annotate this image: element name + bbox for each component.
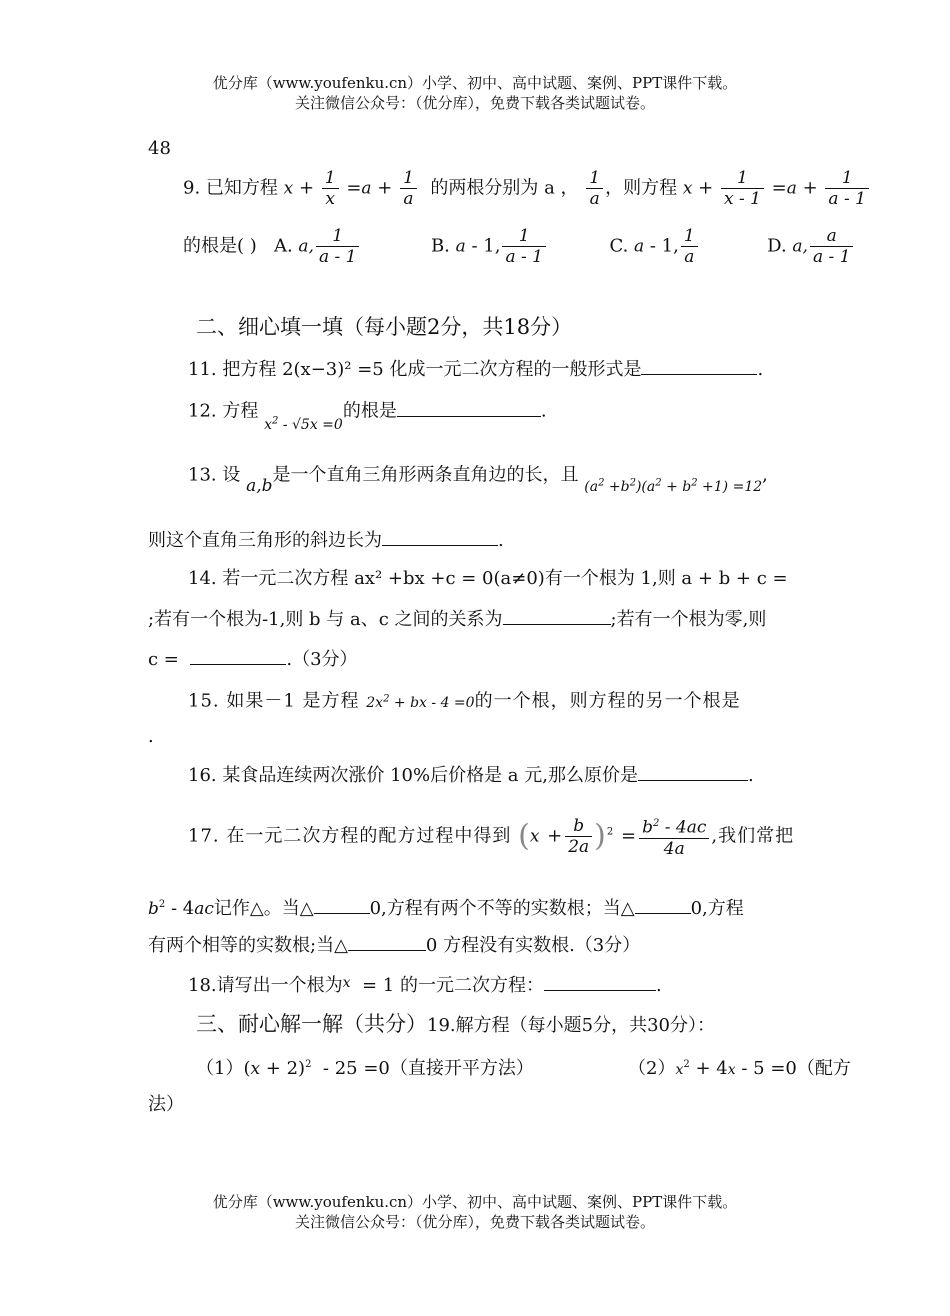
- q9-option-a: A.: [273, 235, 299, 257]
- q19-1-method: （直接开平方法）: [389, 1058, 534, 1079]
- q19-2-cont: 法）: [148, 1094, 184, 1115]
- header-line-2: 关注微信公众号：（优分库），免费下载各类试题试卷。: [294, 94, 655, 112]
- q14-line2a: ;若有一个根为-1,则 b 与 a、c 之间的关系为: [148, 609, 503, 630]
- q13-line2: 则这个直角三角形的斜边长为: [148, 530, 382, 551]
- question-17-line-3: [148, 932, 640, 959]
- q13-mid: 是一个直角三角形两条直角边的长，且: [272, 464, 579, 486]
- question-13-line-2: 则这个直角三角形的斜边长为 .: [148, 527, 504, 554]
- question-17-line-2: $b^2 - 4ac$记作△。当△ 0,方程有两个不等的实数根；当△ 0,方程: [148, 892, 744, 922]
- question-16: 16. 某食品连续两次涨价 10%后价格是 a 元,那么原价是 .: [188, 762, 754, 789]
- q9-lead: 9. 已知方程: [183, 177, 278, 199]
- question-18: 18.请写出一个根为$^x$ = 1 的一元二次方程： .: [188, 972, 662, 1000]
- question-15: 15. 如果－1 是方程 $2x^2$ + bx - 4 =0的一个根，则方程的另一个根是: [188, 690, 741, 712]
- q19-2-label: （2）: [628, 1058, 676, 1079]
- q18-tail: 的一元二次方程：: [399, 975, 544, 996]
- q14-line3a: c =: [148, 649, 179, 670]
- q14-line3b: .（3分）: [286, 649, 358, 670]
- q15-lead: 15. 如果－1 是方程: [188, 690, 360, 712]
- section-3-title: 三、耐心解一解（共分）: [196, 1012, 427, 1036]
- q9-options: 的根是( ) A. a, $\frac{1}{a - 1}$ B. a - 1, $\frac{1}{a - 1}$ C. a - 1, $\frac{1}{a}$ D. a, $\frac{a}{a - 1}$: [183, 226, 855, 267]
- q17-lead: 17. 在一元二次方程的配方过程中得到: [188, 825, 512, 847]
- q19-1-label: （1）: [196, 1058, 244, 1079]
- q17-tail: ,我们常把: [711, 825, 795, 847]
- q16-text: 16. 某食品连续两次涨价 10%后价格是 a 元,那么原价是: [188, 765, 638, 786]
- page-number: 48: [148, 138, 171, 159]
- header-line-1: 优分库（www.youfenku.cn）小学、初中、高中试题、案例、PPT课件下载。: [212, 74, 738, 92]
- question-14-line-2: [148, 606, 766, 633]
- question-17: 17. 在一元二次方程的配方过程中得到 (x + $\frac{b}{2a}$ )$^2$ = $\frac{b^2 - 4ac}{4a}$ ,我们常把: [188, 815, 795, 859]
- q15-tail: 的一个根，则方程的另一个根是: [474, 690, 741, 712]
- q17-line2b: 0,方程有两个不等的实数根；当△: [369, 898, 635, 919]
- question-19-part-1: $(1)(x + 2)^2 - 25 =0$（直接开平方法）: [196, 1058, 534, 1079]
- q17-line3b: 0 方程没有实数根.（3分）: [425, 935, 641, 956]
- q17-line3a: 有两个相等的实数根;当△: [148, 935, 348, 956]
- q9-then-text: ，则方程: [605, 177, 678, 199]
- question-9: 9. 已知方程 x + $\frac{1}{x}$ =a + $\frac{1}{a}$ 的两根分别为 a ， $\frac{1}{a}$ ，则方程 x + $\frac{1}{x - 1}$ =a + $\frac{1}{a - 1}$: [183, 168, 871, 209]
- section-2-title: 二、细心填一填（每小题2分，共18分）: [196, 315, 573, 339]
- question-14-line-1: 14. 若一元二次方程 ax² +bx +c = 0(a≠0)有一个根为 1,则 a + b + c =: [188, 568, 788, 589]
- q13-lead: 13. 设: [188, 464, 241, 486]
- question-13: 13. 设 a,b是一个直角三角形两条直角边的长，且 $_{(a^2 +b^2)(a^2 + b^2 +1) =12}$,: [188, 464, 768, 496]
- q19-2-method: （配方: [796, 1058, 851, 1079]
- question-11: 11. 把方程 2(x−3)² =5 化成一元二次方程的一般形式是 .: [188, 356, 763, 383]
- q12-tail: 的根是: [342, 400, 397, 422]
- q14-line2b: ;若有一个根为零,则: [610, 609, 767, 630]
- q17-line2c: 0,方程: [690, 898, 744, 919]
- q12-lead: 12. 方程: [188, 400, 259, 422]
- q9-option-c: C.: [609, 235, 635, 257]
- q9-roots-text: 的两根分别为 a ，: [430, 177, 579, 199]
- question-19-part-2: $(2)x^2 + 4x - 5 =0$（配方: [628, 1058, 851, 1079]
- q9-option-b: B.: [430, 235, 456, 257]
- q9-option-d: D.: [767, 235, 793, 257]
- q17-line2a: 记作△。当△: [213, 898, 314, 919]
- footer-line-1: 优分库（www.youfenku.cn）小学、初中、高中试题、案例、PPT课件下载。: [212, 1193, 738, 1211]
- question-19-heading: 19.解方程（每小题5分，共30分）：: [427, 1015, 715, 1036]
- question-12: 12. 方程 $_{x^2 - √5x =0}$的根是 .: [188, 396, 547, 426]
- footer-line-2: 关注微信公众号：（优分库），免费下载各类试题试卷。: [294, 1213, 655, 1231]
- section-3: [196, 1011, 715, 1039]
- q18-lead: 18.请写出一个根为: [188, 975, 343, 996]
- q11-text: 11. 把方程 2(x−3)² =5 化成一元二次方程的一般形式是: [188, 359, 642, 380]
- q15-cont: .: [148, 726, 154, 747]
- q9-ask: 的根是( ): [183, 235, 257, 257]
- question-14-line-3: [148, 646, 358, 673]
